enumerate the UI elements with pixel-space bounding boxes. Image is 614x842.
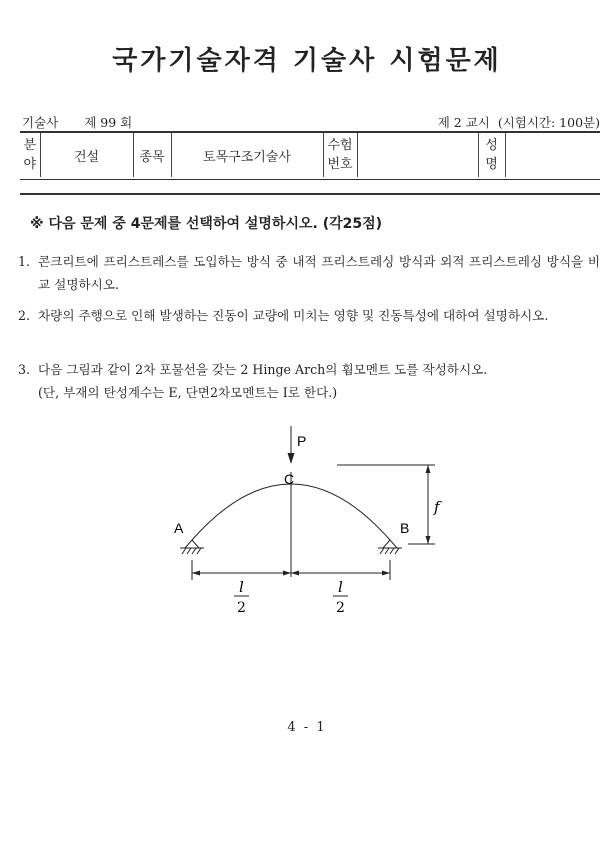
field-value: 건설 xyxy=(40,133,133,177)
crown-label: C xyxy=(284,471,295,487)
right-span-denominator: 2 xyxy=(336,600,345,616)
table-rule-thick xyxy=(20,193,600,195)
question-item xyxy=(18,358,600,381)
question-note: (단, 부재의 탄성계수는 E, 단면2차모멘트는 I로 한다.) xyxy=(38,385,338,400)
arch-diagram xyxy=(150,420,450,620)
question-number: 2. xyxy=(18,308,31,323)
question-item xyxy=(18,304,600,327)
exam-header-right xyxy=(438,113,600,131)
exam-round: 제 99 회 xyxy=(84,115,133,130)
field-label: 분 야 xyxy=(23,138,37,172)
name-label: 성 명 xyxy=(478,133,505,177)
right-support-label: B xyxy=(400,520,410,536)
load-arrow-head xyxy=(288,453,295,464)
page-title: 국가기술자격 기술사 시험문제 xyxy=(112,46,502,76)
exam-type: 기술사 xyxy=(22,115,59,130)
name-field[interactable] xyxy=(505,133,600,177)
question-text: 다음 그림과 같이 2차 포물선을 갖는 2 Hinge Arch의 휨모멘트 도를 작성하시오. xyxy=(38,362,488,377)
left-span-numerator: l xyxy=(239,578,244,596)
question-number: 3. xyxy=(18,362,31,377)
right-span-numerator: l xyxy=(338,578,343,596)
instruction-text: ※ 다음 문제 중 4문제를 선택하여 설명하시오. (각25점) xyxy=(30,216,383,232)
rise-label: f xyxy=(434,498,440,516)
left-span-denominator: 2 xyxy=(237,600,246,616)
candidate-info-table xyxy=(20,133,600,177)
exam-number-field[interactable] xyxy=(357,133,478,177)
right-support xyxy=(383,540,397,548)
category-label: 종목 xyxy=(133,133,171,177)
question-number: 1. xyxy=(18,254,31,269)
exam-time: (시험시간: 100분) xyxy=(497,115,600,130)
question-text: 콘크리트에 프리스트레스를 도입하는 방식 중 내적 프리스트레싱 방식과 외적 프리스트레싱 방식을 비교 설명하시오. xyxy=(38,254,600,292)
left-support xyxy=(185,540,199,548)
left-support-label: A xyxy=(174,520,184,536)
question-item xyxy=(18,250,600,296)
exam-number-label: 수험 번호 xyxy=(323,133,357,177)
question-text: 차량의 주행으로 인해 발생하는 진동이 교량에 미치는 영향 및 진동특성에 대하여 설명하시오. xyxy=(38,308,549,323)
category-value: 토목구조기술사 xyxy=(171,133,323,177)
table-rule-thin xyxy=(20,179,600,180)
exam-header-left xyxy=(22,113,132,131)
page-number: 4 - 1 xyxy=(287,720,327,735)
exam-session: 제 2 교시 xyxy=(437,115,490,130)
load-label: P xyxy=(297,433,307,449)
